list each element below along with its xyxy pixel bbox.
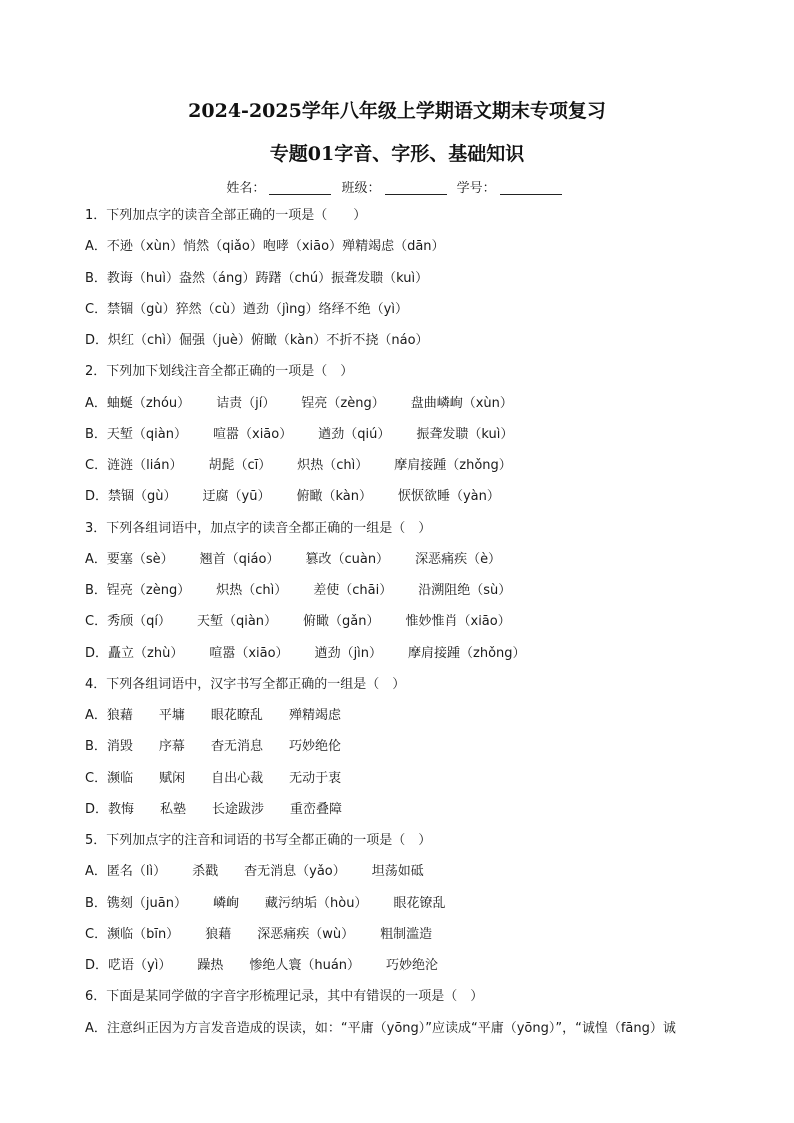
option-segment: 迂腐（yū） bbox=[202, 489, 271, 505]
option-segment: A．注意纠正因为方言发音造成的误读，如：“平庸（yōng）”应读成“平庸（yōng）”，“诚惶（fāng）诚 bbox=[85, 1020, 676, 1036]
question-option[interactable] bbox=[85, 894, 725, 925]
option-segment: B．天堑（qiàn） bbox=[85, 426, 187, 442]
option-segment: 狼藉 bbox=[205, 926, 232, 942]
question-option[interactable] bbox=[85, 581, 725, 612]
question-option[interactable] bbox=[85, 237, 725, 268]
question-option[interactable] bbox=[85, 800, 725, 831]
option-segment: 差使（chāi） bbox=[313, 583, 393, 598]
option-segment: 振聋发聩（kuì） bbox=[416, 426, 514, 442]
option-segment: 藏污纳垢（hòu） bbox=[265, 895, 368, 911]
class-blank[interactable] bbox=[385, 180, 447, 195]
question-option[interactable] bbox=[85, 456, 725, 487]
name-blank[interactable] bbox=[269, 180, 331, 195]
question-option[interactable] bbox=[85, 956, 725, 987]
question-option[interactable] bbox=[85, 487, 725, 518]
option-segment: A．要塞（sè） bbox=[85, 551, 174, 567]
option-segment: 摩肩接踵（zhǒng） bbox=[394, 458, 512, 473]
option-segment: 长途跋涉 bbox=[212, 801, 265, 817]
name-label: 姓名： bbox=[226, 181, 266, 196]
option-segment: 无动于衷 bbox=[289, 770, 342, 786]
option-segment: 平墉 bbox=[158, 708, 185, 723]
question-option[interactable] bbox=[85, 925, 725, 956]
option-segment: 殚精竭虑 bbox=[288, 708, 341, 723]
question-option[interactable] bbox=[85, 706, 725, 737]
option-segment: B．消毁 bbox=[85, 739, 133, 755]
question-stem: 4．下列各组词语中，汉字书写全都正确的一组是（ ） bbox=[85, 676, 406, 692]
option-segment: 私塾 bbox=[160, 801, 187, 817]
option-segment: C．涟涟（lián） bbox=[85, 458, 183, 473]
option-segment: 深恶痛疾（è） bbox=[415, 551, 502, 567]
option-segment: 杀戳 bbox=[192, 864, 219, 880]
question-stem: 6．下面是某同学做的字音字形梳理记录，其中有错误的一项是（ ） bbox=[85, 989, 484, 1005]
option-segment: D．教悔 bbox=[85, 801, 135, 817]
option-segment: 诘责（jí） bbox=[216, 395, 276, 411]
option-segment: 巧妙绝伦 bbox=[288, 739, 341, 755]
option-segment: D．矗立（zhù） bbox=[85, 645, 184, 661]
question-option[interactable] bbox=[85, 394, 725, 425]
option-segment: 杳无消息（yǎo） bbox=[244, 864, 346, 880]
option-segment: 炽热（chì） bbox=[297, 458, 369, 473]
option-segment: A．匿名（lì） bbox=[85, 864, 167, 880]
question-stem: 2．下列加下划线注音全都正确的一项是（ ） bbox=[85, 364, 354, 380]
questions-list bbox=[85, 206, 725, 1050]
document-subtitle: 专题01字音、字形、基础知识 bbox=[269, 143, 525, 165]
option-segment: A．不逊（xùn）悄然（qiǎo）咆哮（xiāo）殚精竭虑（dān） bbox=[85, 239, 445, 255]
option-segment: 摩肩接踵（zhǒng） bbox=[408, 645, 526, 661]
option-segment: 喧嚣（xiāo） bbox=[213, 426, 293, 442]
option-segment: 炽热（chì） bbox=[216, 583, 288, 598]
class-label: 班级： bbox=[341, 181, 381, 196]
option-segment: 嶙峋 bbox=[212, 895, 239, 911]
option-segment: 俯瞰（gǎn） bbox=[303, 614, 380, 630]
option-segment: 巧妙绝沦 bbox=[386, 958, 439, 973]
option-segment: 粗制滥造 bbox=[380, 926, 433, 942]
question-option[interactable] bbox=[85, 550, 725, 581]
option-segment: D．禁锢（gù） bbox=[85, 489, 177, 505]
option-segment: D．呓语（yì） bbox=[85, 958, 172, 973]
option-segment: A．狼藉 bbox=[85, 708, 133, 723]
option-segment: C．禁锢（gù）猝然（cù）遒劲（jìng）络绎不绝（yì） bbox=[85, 301, 408, 317]
question-option[interactable] bbox=[85, 331, 725, 362]
option-segment: 惨绝人寰（huán） bbox=[249, 958, 361, 973]
option-segment: 躁热 bbox=[197, 958, 224, 973]
option-segment: 翘首（qiáo） bbox=[199, 551, 280, 567]
option-segment: D．炽红（chì）倔强（juè）俯瞰（kàn）不折不挠（náo） bbox=[85, 333, 429, 348]
option-segment: 序幕 bbox=[158, 739, 185, 755]
option-segment: 盘曲嶙峋（xùn） bbox=[410, 395, 513, 411]
option-segment: 沿溯阻绝（sù） bbox=[418, 583, 512, 598]
option-segment: 胡髭（cī） bbox=[208, 458, 272, 473]
option-segment: 杳无消息 bbox=[210, 739, 263, 755]
option-segment: 赋闲 bbox=[159, 770, 186, 786]
option-segment: 遒劲（qiú） bbox=[318, 426, 391, 442]
option-segment: 天堑（qiàn） bbox=[196, 614, 278, 630]
option-segment: C．秀颀（qí） bbox=[85, 614, 171, 630]
number-label: 学号： bbox=[456, 181, 496, 196]
option-segment: 眼花瞭乱 bbox=[210, 708, 263, 723]
question-stem: 1．下列加点字的读音全部正确的一项是（ ） bbox=[85, 208, 367, 223]
option-segment: C．濒临（bīn） bbox=[85, 926, 180, 942]
document-title: 2024-2025学年八年级上学期语文期末专项复习 bbox=[188, 100, 606, 122]
option-segment: 惟妙惟肖（xiāo） bbox=[405, 614, 511, 630]
question-option[interactable] bbox=[85, 269, 725, 300]
option-segment: C．濒临 bbox=[85, 770, 134, 786]
question-stem: 5．下列加点字的注音和词语的书写全都正确的一项是（ ） bbox=[85, 833, 432, 848]
number-blank[interactable] bbox=[500, 180, 562, 195]
option-segment: 深恶痛疾（wù） bbox=[257, 926, 355, 942]
option-segment: 眼花镣乱 bbox=[393, 895, 446, 911]
question-option[interactable] bbox=[85, 300, 725, 331]
question-stem: 3．下列各组词语中，加点字的读音全都正确的一组是（ ） bbox=[85, 520, 432, 536]
option-segment: A．蚰蜒（zhóu） bbox=[85, 395, 191, 411]
option-segment: 篡改（cuàn） bbox=[305, 551, 390, 567]
option-segment: 喧嚣（xiāo） bbox=[209, 645, 289, 661]
question-option[interactable] bbox=[85, 769, 725, 800]
option-segment: 俯瞰（kàn） bbox=[296, 489, 372, 505]
option-segment: 恹恹欲睡（yàn） bbox=[397, 489, 500, 505]
question-option[interactable] bbox=[85, 644, 725, 675]
option-segment: 遒劲（jìn） bbox=[314, 645, 383, 661]
question-option[interactable] bbox=[85, 737, 725, 768]
option-segment: B．镌刻（juān） bbox=[85, 895, 187, 911]
student-info-line bbox=[0, 177, 794, 196]
question-option[interactable] bbox=[85, 1019, 725, 1050]
question-option[interactable] bbox=[85, 612, 725, 643]
option-segment: 重峦叠障 bbox=[290, 801, 343, 817]
option-segment: B．教诲（huì）盎然（áng）踌躇（chú）振聋发聩（kuì） bbox=[85, 270, 429, 286]
question-option[interactable] bbox=[85, 425, 725, 456]
option-segment: 自出心裁 bbox=[211, 770, 264, 786]
option-segment: B．锃亮（zèng） bbox=[85, 583, 191, 598]
option-segment: 坦荡如砥 bbox=[371, 864, 424, 880]
question-option[interactable] bbox=[85, 862, 725, 893]
option-segment: 锃亮（zèng） bbox=[301, 395, 385, 411]
